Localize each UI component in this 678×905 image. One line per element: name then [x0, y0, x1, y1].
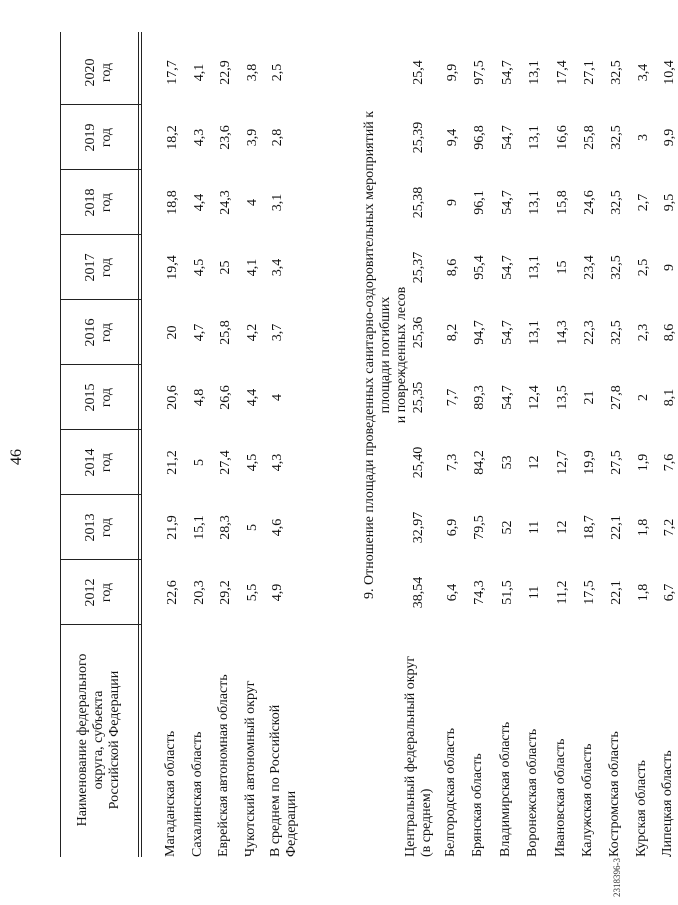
table-cell: 25,37: [411, 251, 426, 284]
header-bottom-border: [138, 32, 139, 857]
year-label: 2020: [83, 58, 98, 87]
header-column-divider: [60, 624, 141, 625]
row-name: [580, 744, 596, 857]
name-column-header: Наименование федерального округа, субъекта Российской Федерации: [75, 653, 122, 827]
table-cell: 3,4: [636, 63, 651, 82]
table-cell: 25,39: [411, 121, 426, 154]
year-unit-label: год: [99, 322, 114, 343]
table-cell: 22,3: [582, 320, 597, 345]
table-cell: 52: [500, 520, 515, 535]
year-unit-label: год: [99, 192, 114, 213]
table-cell: 12,4: [527, 385, 542, 410]
table-cell: 11: [527, 585, 542, 600]
table-cell: 26,6: [218, 385, 233, 410]
table-cell: 4,1: [245, 258, 260, 277]
row-name-line: (в среднем): [419, 788, 434, 857]
table-cell: 4,3: [270, 453, 285, 472]
year-unit-label: год: [99, 62, 114, 83]
table-cell: 5: [245, 524, 260, 531]
year-unit-label: год: [99, 387, 114, 408]
table-cell: 2,5: [636, 258, 651, 277]
row-name: [190, 732, 206, 857]
year-unit-label: год: [99, 582, 114, 603]
table-cell: 84,2: [472, 450, 487, 475]
table-cell: 13,5: [555, 385, 570, 410]
row-name-line: Липецкая область: [660, 750, 675, 857]
table-cell: 2,8: [270, 128, 285, 147]
table-cell: 32,5: [609, 60, 624, 85]
table-cell: 96,8: [472, 125, 487, 150]
year-header-2019: [62, 105, 136, 170]
table-cell: 8,2: [445, 323, 460, 342]
table-cell: 6,7: [662, 583, 677, 602]
table-cell: 17,7: [165, 60, 180, 85]
table-cell: 1,8: [636, 583, 651, 602]
table-cell: 4,9: [270, 583, 285, 602]
table-cell: 1,8: [636, 518, 651, 537]
table-cell: 9,9: [445, 63, 460, 82]
table-cell: 95,4: [472, 255, 487, 280]
table-cell: 4,3: [192, 128, 207, 147]
year-unit-label: год: [99, 257, 114, 278]
header-bottom-border-double: [141, 32, 142, 857]
table-cell: 22,6: [165, 580, 180, 605]
table-cell: 27,4: [218, 450, 233, 475]
year-label: 2017: [83, 253, 98, 282]
year-label: 2014: [83, 448, 98, 477]
table-cell: 9,9: [662, 128, 677, 147]
year-header-2013: [62, 495, 136, 560]
header-column-divider: [60, 169, 141, 170]
table-cell: 32,5: [609, 190, 624, 215]
table-cell: 25,8: [582, 125, 597, 150]
table-cell: 32,5: [609, 125, 624, 150]
table-cell: 4,4: [245, 388, 260, 407]
table-cell: 9,5: [662, 193, 677, 212]
row-name-line: Воронежская область: [525, 728, 540, 857]
table-cell: 4,6: [270, 518, 285, 537]
row-name-line: Белгородская область: [443, 727, 458, 857]
header-column-divider: [60, 494, 141, 495]
table-cell: 20,3: [192, 580, 207, 605]
table-cell: 25,40: [411, 446, 426, 479]
table-cell: 17,4: [555, 60, 570, 85]
row-name-line: Костромская область: [607, 731, 622, 857]
year-header-2018: [62, 170, 136, 235]
row-name-line: Чукотский автономный округ: [243, 680, 258, 857]
table-cell: 27,1: [582, 60, 597, 85]
table-cell: 22,9: [218, 60, 233, 85]
table-cell: 15: [555, 260, 570, 275]
table-cell: 7,3: [445, 453, 460, 472]
row-name-line: В среднем по Российской: [268, 704, 283, 857]
table-cell: 19,9: [582, 450, 597, 475]
table-cell: 4,8: [192, 388, 207, 407]
table-cell: 12,7: [555, 450, 570, 475]
row-name-line: Сахалинская область: [190, 731, 205, 857]
table-cell: 15,8: [555, 190, 570, 215]
table-cell: 5,5: [245, 583, 260, 602]
table-cell: 10,4: [662, 60, 677, 85]
row-name: [243, 680, 259, 857]
table-cell: 94,7: [472, 320, 487, 345]
table-cell: 4,5: [245, 453, 260, 472]
table-cell: 54,7: [500, 320, 515, 345]
table-cell: 25,36: [411, 316, 426, 349]
year-label: 2016: [83, 318, 98, 347]
table-cell: 5: [192, 459, 207, 466]
table-cell: 8,1: [662, 388, 677, 407]
table-cell: 7,2: [662, 518, 677, 537]
table-cell: 9,4: [445, 128, 460, 147]
table-cell: 32,97: [411, 511, 426, 544]
document-stamp: 2318396-3: [612, 858, 622, 897]
row-name-line: Магаданская область: [163, 730, 178, 857]
table-cell: 25,38: [411, 186, 426, 219]
section-title: 9. Отношение площади проведенных санитарно-оздоровительных мероприятий к площади погибших и поврежденных лесов: [362, 110, 409, 600]
header-column-divider: [60, 364, 141, 365]
table-cell: 97,5: [472, 60, 487, 85]
table-cell: 6,9: [445, 518, 460, 537]
row-name: [268, 705, 300, 857]
table-cell: 24,6: [582, 190, 597, 215]
table-cell: 7,7: [445, 388, 460, 407]
table-cell: 13,1: [527, 190, 542, 215]
table-cell: 11: [527, 520, 542, 535]
table-cell: 25: [218, 260, 233, 275]
header-column-divider: [60, 429, 141, 430]
year-header-2017: [62, 235, 136, 300]
year-header-2015: [62, 365, 136, 430]
year-label: 2019: [83, 123, 98, 152]
table-cell: 3,1: [270, 193, 285, 212]
table-cell: 25,4: [411, 60, 426, 85]
table-cell: 9: [662, 264, 677, 271]
table-cell: 20: [165, 325, 180, 340]
table-cell: 8,6: [662, 323, 677, 342]
table-cell: 4,7: [192, 323, 207, 342]
header-column-divider: [60, 104, 141, 105]
table-cell: 4,5: [192, 258, 207, 277]
table-cell: 4: [270, 394, 285, 401]
year-label: 2013: [83, 513, 98, 542]
table-cell: 19,4: [165, 255, 180, 280]
table-cell: 4,1: [192, 63, 207, 82]
table-cell: 23,4: [582, 255, 597, 280]
year-label: 2012: [83, 578, 98, 607]
table-cell: 18,2: [165, 125, 180, 150]
table-cell: 89,3: [472, 385, 487, 410]
row-name-line: Еврейская автономная область: [216, 674, 231, 857]
table-cell: 4,4: [192, 193, 207, 212]
table-cell: 21: [582, 390, 597, 405]
table-cell: 12: [527, 455, 542, 470]
row-name-line: Центральный федеральный округ: [403, 655, 418, 857]
table-cell: 29,2: [218, 580, 233, 605]
year-header-2014: [62, 430, 136, 495]
table-cell: 12: [555, 520, 570, 535]
row-name: [163, 731, 179, 857]
year-unit-label: год: [99, 452, 114, 473]
row-name: [553, 739, 569, 857]
year-unit-label: год: [99, 127, 114, 148]
table-cell: 13,1: [527, 320, 542, 345]
table-cell: 2: [636, 394, 651, 401]
table-cell: 18,8: [165, 190, 180, 215]
table-cell: 38,54: [411, 576, 426, 609]
row-name-line: Владимирская область: [498, 721, 513, 857]
row-name: [607, 731, 623, 857]
row-name: [216, 674, 232, 857]
table-cell: 13,1: [527, 125, 542, 150]
table-cell: 54,7: [500, 125, 515, 150]
table-cell: 18,7: [582, 515, 597, 540]
table-cell: 4,2: [245, 323, 260, 342]
table-cell: 54,7: [500, 255, 515, 280]
table-cell: 53: [500, 455, 515, 470]
row-name-line: Брянская область: [470, 753, 485, 857]
table-cell: 3: [636, 134, 651, 141]
table-cell: 3,9: [245, 128, 260, 147]
table-cell: 3,4: [270, 258, 285, 277]
header-column-divider: [60, 234, 141, 235]
table-cell: 21,9: [165, 515, 180, 540]
table-cell: 2,5: [270, 63, 285, 82]
table-cell: 13,1: [527, 255, 542, 280]
row-name: [403, 656, 435, 857]
table-cell: 51,5: [500, 580, 515, 605]
year-header-2016: [62, 300, 136, 365]
row-name-line: Калужская область: [580, 743, 595, 857]
table-cell: 24,3: [218, 190, 233, 215]
year-header-2012: [62, 560, 136, 625]
table-cell: 15,1: [192, 515, 207, 540]
table-cell: 54,7: [500, 385, 515, 410]
table-cell: 21,2: [165, 450, 180, 475]
year-header-2020: [62, 40, 136, 105]
row-name: [443, 728, 459, 857]
table-cell: 27,5: [609, 450, 624, 475]
table-cell: 16,6: [555, 125, 570, 150]
table-cell: 20,6: [165, 385, 180, 410]
table-cell: 11,2: [555, 580, 570, 605]
table-cell: 4: [245, 199, 260, 206]
row-name: [634, 760, 650, 857]
row-name-line: Ивановская область: [553, 738, 568, 857]
row-name: [498, 722, 514, 857]
table-cell: 96,1: [472, 190, 487, 215]
table-cell: 7,6: [662, 453, 677, 472]
table-cell: 32,5: [609, 255, 624, 280]
table-cell: 22,1: [609, 515, 624, 540]
row-name-line: Федерации: [284, 790, 299, 857]
table-cell: 9: [445, 199, 460, 206]
table-cell: 25,8: [218, 320, 233, 345]
table-cell: 17,5: [582, 580, 597, 605]
table-cell: 22,1: [609, 580, 624, 605]
row-name: [525, 729, 541, 857]
table-cell: 2,3: [636, 323, 651, 342]
table-cell: 28,3: [218, 515, 233, 540]
row-name: [470, 753, 486, 857]
table-cell: 14,3: [555, 320, 570, 345]
header-column-divider: [60, 299, 141, 300]
year-unit-label: год: [99, 517, 114, 538]
table-cell: 79,5: [472, 515, 487, 540]
table-cell: 54,7: [500, 190, 515, 215]
year-label: 2018: [83, 188, 98, 217]
table-top-border: [60, 32, 61, 857]
table-cell: 3,7: [270, 323, 285, 342]
table-cell: 1,9: [636, 453, 651, 472]
table-cell: 3,8: [245, 63, 260, 82]
table-cell: 8,6: [445, 258, 460, 277]
table-cell: 23,6: [218, 125, 233, 150]
table-cell: 32,5: [609, 320, 624, 345]
row-name: [660, 750, 676, 857]
table-cell: 74,3: [472, 580, 487, 605]
table-cell: 25,35: [411, 381, 426, 414]
table-cell: 13,1: [527, 60, 542, 85]
row-name-line: Курская область: [634, 760, 649, 857]
table-cell: 6,4: [445, 583, 460, 602]
table-cell: 27,8: [609, 385, 624, 410]
page-number: 46: [8, 449, 25, 465]
header-column-divider: [60, 559, 141, 560]
table-cell: 2,7: [636, 193, 651, 212]
year-label: 2015: [83, 383, 98, 412]
table-cell: 54,7: [500, 60, 515, 85]
